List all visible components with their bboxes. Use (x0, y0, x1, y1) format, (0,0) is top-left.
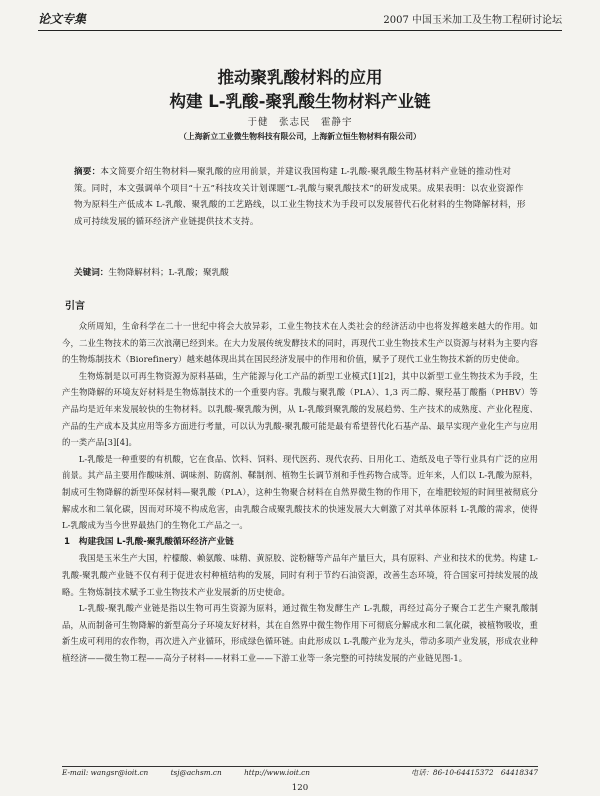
footer (62, 768, 538, 777)
affiliation: （上海新立工业微生物科技有限公司，上海新立恒生物材料有限公司） (179, 132, 421, 141)
footer-phone: 电话：86-10-64415372 64418347 (411, 768, 538, 777)
page-number: 120 (291, 783, 309, 793)
paragraph: 我国是玉米生产大国，柠檬酸、赖氨酸、味精、黄原胶、淀粉糖等产品年产量巨大，具有原料、产业和技术的优势。构建 L-乳酸-聚乳酸产业链不仅有利于促进农村种植结构的发展，同时有利于节约石油资源，改善生态环境，符合国家可持续发展的战略。生物炼制技术赋予工业生物技术产业发展新的历史使命。 (62, 553, 538, 597)
paper-title-line1: 推动聚乳酸材料的应用 (217, 68, 383, 87)
footer-email-2: tsj@achsm.cn (170, 768, 222, 777)
journal-name: 2007 中国玉米加工及生物工程研讨论坛 (383, 15, 562, 26)
paragraph: L-乳酸是一种重要的有机酸，它在食品、饮料、饲料、现代医药、现代农药、日用化工、造纸及电子等行业具有广泛的应用前景。其产品主要用作酸味剂、调味剂、防腐剂、鞣制剂、植物生长调节剂和手性药物合成等。近年来，人们以 L-乳酸为原料，制成可生物降解的新型环保材料—聚乳酸（PLA），这种生物聚合材料在自然界微生物的作用下，在堆肥较短的时间里被彻底分解成水和二氧化碳，因而对环境不构成危害，由乳酸合成聚乳酸技术的快速发展大大刺激了对其单体原料 L-乳酸的需求，使得 L-乳酸成为当今世界最热门的生物化工产品之一。 (62, 453, 538, 531)
header-rule (38, 30, 562, 31)
abstract-label: 摘要： (74, 167, 101, 177)
body-text (62, 318, 538, 666)
paragraph: L-乳酸-聚乳酸产业链是指以生物可再生资源为原料，通过微生物发酵生产 L-乳酸，再经过高分子聚合工艺生产聚乳酸制品，从而制备可生物降解的新型高分子环境友好材料，其在自然界中微生物作用下可彻底分解成水和二氧化碳，被植物吸收，重新生成可利用的农作物，再次进入产业循环，形成绿色循环链。由此形成以 L-乳酸产业为龙头，带动多项产业发展，形成农业种植经济——微生物工程——高分子材料——材料工业——下游工业等一条完整的可持续发展的产业链见图-1。 (62, 603, 538, 663)
running-header (38, 6, 562, 28)
paragraph: 生物炼制是以可再生物资源为原料基础，生产能源与化工产品的新型工业模式[1][2]，其中以新型工业生物技术为手段，生产生物降解的环境友好材料是生物炼制技术的一个重要内容。乳酸与聚乳酸（PLA）、1,3 丙二醇、聚羟基丁酸酯（PHBV）等产品均是近年来发展较快的生物材料。以乳酸-聚乳酸为例，从 L-乳酸到聚乳酸的发展趋势、生产技术的成熟度、产业化程度、产品的生产成本及其应用等多方面进行考量，可以认为乳酸-聚乳酸可能是最有希望替代化石基产品、最早实现产业化生产与应用的一类产品[3][4]。 (62, 370, 538, 448)
section-1-heading: 1 构建我国 L-乳酸-聚乳酸循环经济产业链 (64, 536, 234, 547)
abstract (74, 164, 527, 230)
abstract-text: 本文简要介绍生物材料—聚乳酸的应用前景，并建议我国构建 L-乳酸-聚乳酸生物基材料产业链的推动性对策。同时，本文强调单个项目“十五”科技攻关计划课题“L-乳酸与聚乳酸技术”的研发成果。成果表明：以农业资源作物为原料生产低成本 L-乳酸、聚乳酸的工艺路线，以工业生物技术为手段可以发展替代石化材料的生物降解材料，形成可持续发展的循环经济产业链提供技术支持。 (74, 167, 526, 227)
footer-website: http://www.ioit.cn (244, 768, 310, 777)
section-tag: 论文专集 (38, 12, 87, 26)
intro-heading: 引言 (65, 301, 85, 312)
authors: 于健 张志民 霍静宇 (247, 117, 353, 128)
keywords (74, 266, 527, 278)
footer-rule (62, 766, 538, 767)
keywords-text: 生物降解材料；L-乳酸；聚乳酸 (108, 268, 229, 278)
keywords-label: 关键词： (74, 268, 109, 278)
footer-email-1: E-mail: wangsr@ioit.cn (62, 768, 149, 777)
paper-title-line2: 构建 L-乳酸-聚乳酸生物材料产业链 (169, 92, 431, 111)
paragraph: 众所周知，生命科学在二十一世纪中将会大放异彩，工业生物技术在人类社会的经济活动中也将发挥越来越大的作用。如今，二业生物技术的第三次浪潮已经到来。在大力发展传统发酵技术的同时，再现代工业生物技术生产以资源与材料为主要内容的生物炼制技术（Biorefinery）越来越体现出其在国民经济发展中的作用和价值，赋予了现代工业生物技术新的历史使命。 (62, 321, 538, 365)
